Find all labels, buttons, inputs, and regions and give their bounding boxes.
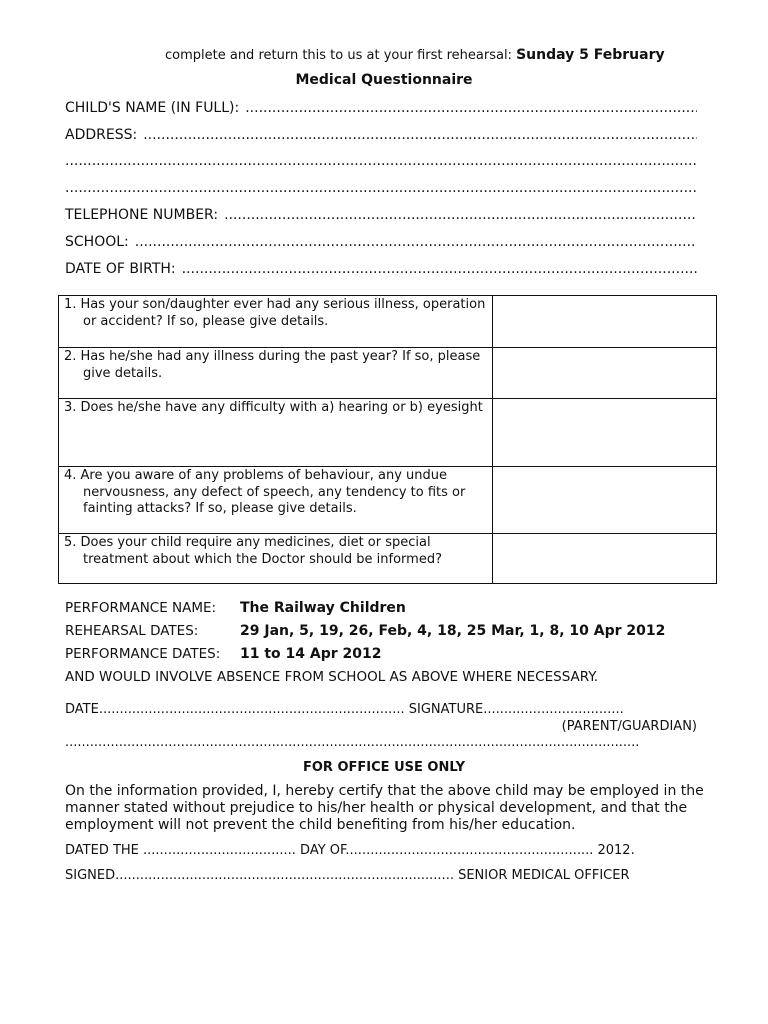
question-cell [59, 534, 493, 584]
child-name-line[interactable] [245, 99, 697, 117]
parent-guardian-label: (PARENT/GUARDIAN) [561, 719, 697, 734]
rehearsal-dates-row [65, 623, 665, 639]
questions-table [58, 295, 717, 584]
signed-line[interactable]: SIGNED.................................................................................. SENIOR MEDICAL OFFICER [65, 868, 630, 883]
question-1: 1. Has your son/daughter ever had any serious illness, operation or accident? If so, please give details. [64, 297, 486, 329]
return-date: Sunday 5 February [516, 47, 665, 63]
question-cell [59, 399, 493, 467]
question-cell [59, 296, 493, 348]
question-cell [59, 348, 493, 399]
performance-dates-label: PERFORMANCE DATES: [65, 646, 221, 662]
child-name-field[interactable] [65, 99, 697, 117]
answer-cell-3[interactable] [493, 399, 717, 467]
dated-line[interactable]: DATED THE ..................................... DAY OF............................................................ 2012. [65, 843, 635, 858]
question-2: 2. Has he/she had any illness during the past year? If so, please give details. [64, 349, 481, 381]
page-title: Medical Questionnaire [295, 72, 473, 88]
question-3: 3. Does he/she have any difficulty with a) hearing or b) eyesight [64, 400, 483, 415]
rehearsal-dates-value: 29 Jan, 5, 19, 26, Feb, 4, 18, 25 Mar, 1, 8, 10 Apr 2012 [240, 623, 666, 639]
performance-dates-value: 11 to 14 Apr 2012 [240, 646, 382, 662]
rehearsal-dates-label: REHEARSAL DATES: [65, 623, 199, 639]
address-line-3[interactable] [65, 179, 697, 197]
performance-name-row [65, 600, 406, 616]
question-row [59, 399, 717, 467]
question-cell [59, 467, 493, 534]
answer-cell-2[interactable] [493, 348, 717, 399]
absence-note: AND WOULD INVOLVE ABSENCE FROM SCHOOL AS ABOVE WHERE NECESSARY. [65, 669, 599, 685]
office-statement: On the information provided, I, hereby certify that the above child may be employed in the manner stated without prejudice to his/her health or physical development, and that the employment will not prevent the child benefiting from his/her education. [65, 783, 704, 833]
dob-field[interactable] [65, 260, 697, 278]
telephone-label: TELEPHONE NUMBER: [65, 207, 219, 223]
address-field-3[interactable] [65, 179, 697, 197]
date-signature-line[interactable]: DATE.......................................................................... SIGNATURE.................................. [65, 702, 624, 717]
signature-rule: ........................................................................................................................................... [65, 735, 640, 750]
school-line[interactable] [135, 233, 697, 251]
address-field-2[interactable] [65, 152, 697, 170]
question-row [59, 348, 717, 399]
answer-cell-4[interactable] [493, 467, 717, 534]
question-row [59, 296, 717, 348]
telephone-field[interactable] [65, 206, 697, 224]
return-note-text: complete and return this to us at your first rehearsal: [165, 48, 512, 63]
office-use-heading: FOR OFFICE USE ONLY [303, 760, 465, 775]
performance-dates-row [65, 646, 382, 662]
question-row [59, 467, 717, 534]
address-field[interactable] [65, 126, 697, 144]
address-label: ADDRESS: [65, 127, 138, 143]
dob-line[interactable] [182, 260, 697, 278]
answer-cell-1[interactable] [493, 296, 717, 348]
school-field[interactable] [65, 233, 697, 251]
telephone-line[interactable] [224, 206, 697, 224]
question-5: 5. Does your child require any medicines, diet or special treatment about which the Doctor should be informed? [64, 535, 442, 567]
return-note [165, 47, 665, 63]
question-4: 4. Are you aware of any problems of behaviour, any undue nervousness, any defect of speech, any tendency to fits or fainting attacks? If so, please give details. [64, 468, 466, 516]
performance-name-value: The Railway Children [240, 600, 406, 616]
child-name-label: CHILD'S NAME (IN FULL): [65, 100, 240, 116]
address-line-2[interactable] [65, 152, 697, 170]
answer-cell-5[interactable] [493, 534, 717, 584]
school-label: SCHOOL: [65, 234, 129, 250]
performance-name-label: PERFORMANCE NAME: [65, 600, 217, 616]
dob-label: DATE OF BIRTH: [65, 261, 176, 277]
address-line-1[interactable] [143, 126, 697, 144]
question-row [59, 534, 717, 584]
